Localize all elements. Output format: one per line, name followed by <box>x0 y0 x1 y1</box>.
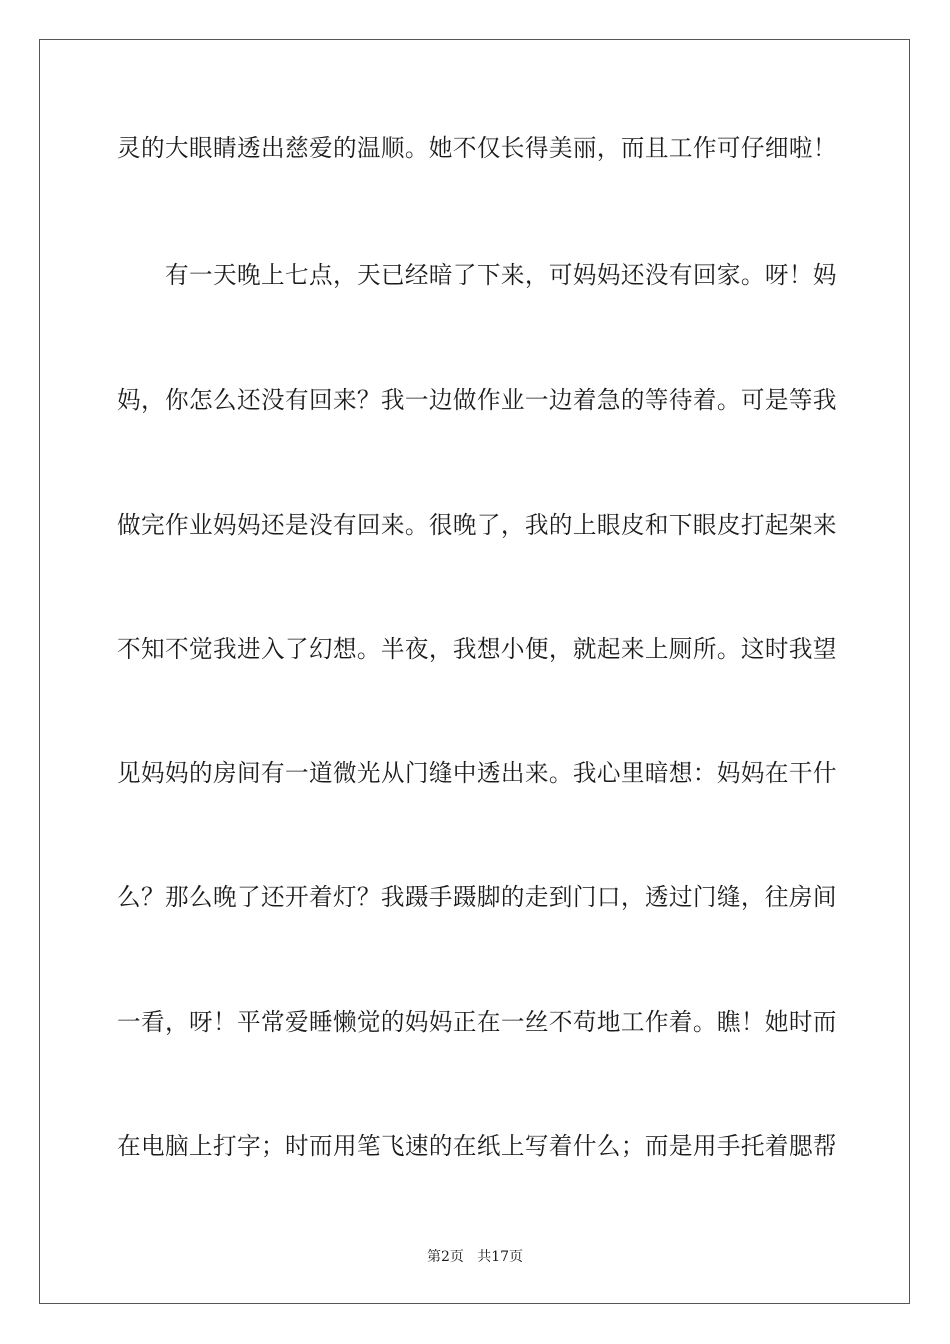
text-line-2: 有一天晚上七点，天已经暗了下来，可妈妈还没有回家。呀！妈 <box>165 261 837 289</box>
text-line-3: 妈，你怎么还没有回来？我一边做作业一边着急的等待着。可是等我 <box>117 386 837 414</box>
page-border <box>39 39 910 1304</box>
text-line-7: 么？那么晚了还开着灯？我蹑手蹑脚的走到门口，透过门缝，往房间 <box>117 883 837 911</box>
text-line-1: 灵的大眼睛透出慈爱的温顺。她不仅长得美丽，而且工作可仔细啦！ <box>117 134 837 162</box>
page-number-footer: 第2页 共17页 <box>426 1249 524 1265</box>
text-line-6: 见妈妈的房间有一道微光从门缝中透出来。我心里暗想：妈妈在干什 <box>117 759 837 787</box>
text-line-8: 一看，呀！平常爱睡懒觉的妈妈正在一丝不苟地工作着。瞧！她时而 <box>117 1008 837 1036</box>
text-line-4: 做完作业妈妈还是没有回来。很晚了，我的上眼皮和下眼皮打起架来 <box>117 511 837 539</box>
text-line-5: 不知不觉我进入了幻想。半夜，我想小便，就起来上厕所。这时我望 <box>117 635 837 663</box>
text-line-9: 在电脑上打字；时而用笔飞速的在纸上写着什么；而是用手托着腮帮 <box>117 1132 837 1160</box>
